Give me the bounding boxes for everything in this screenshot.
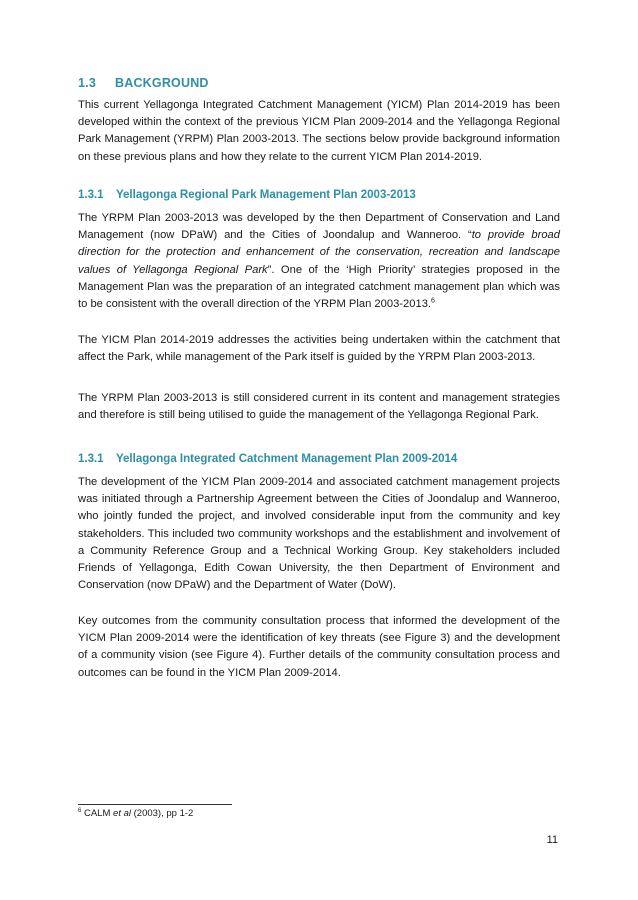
yicm-paragraph-2: Key outcomes from the community consultation process that informed the development of the YICM Plan 2009-2014 were the identification of key threats (see Figure 3) and the development of a community vision (see Figure 4). Further details of the community consultation process and outcomes can be found in the YICM Plan 2009-2014. [78, 615, 560, 679]
footnote-reference[interactable]: 6 [431, 297, 435, 305]
yrpm-p1-text-end: ”. One of the ‘High Priority’ strategies proposed in the Management Plan was the preparation of an integrated catchment management plan which was to be consistent with the overall direction of the YRPM Plan 2003-2013. [78, 263, 561, 311]
footnote-italic: et al [113, 808, 131, 820]
yrpm-paragraph-3: The YRPM Plan 2003-2013 is still considered current in its content and management strategies and therefore is still being utilised to guide the management of the Yellagonga Regional Park. [78, 392, 560, 422]
section-number: 1.3 [78, 76, 96, 90]
footnote-text: CALM [81, 808, 114, 820]
subsection-title: Yellagonga Regional Park Management Plan 2003-2013 [116, 189, 416, 201]
yicm-paragraph-1: The development of the YICM Plan 2009-2014 and associated catchment management projects was initiated through a Partnership Agreement between the Cities of Joondalup and Wanneroo, who jointly funded the project, and involved considerable input from the community and key stakeholders. This included two community workshops and the establishment and involvement of a Community Reference Group and a Technical Working Group. Key stakeholders included Friends of Yellagonga, Edith Cowan University, the then Department of Environment and Conservation (now DPaW) and the Department of Water (DoW). [78, 476, 560, 592]
section-title: BACKGROUND [115, 76, 209, 90]
subsection-number: 1.3.1 [78, 453, 104, 465]
document-page [78, 0, 560, 900]
footnote-text-end: (2003), pp 1-2 [131, 808, 194, 820]
yrpm-paragraph-1 [78, 210, 560, 313]
yrpm-paragraph-2: The YICM Plan 2014-2019 addresses the activities being undertaken within the catchment that affect the Park, while management of the Park itself is guided by the YRPM Plan 2003-2013. [78, 334, 560, 364]
page-number: 11 [546, 834, 558, 846]
subsection-title: Yellagonga Integrated Catchment Management Plan 2009-2014 [116, 453, 458, 465]
subsection-number: 1.3.1 [78, 189, 104, 201]
background-intro-paragraph: This current Yellagonga Integrated Catchment Management (YICM) Plan 2014-2019 has been developed within the context of the previous YICM Plan 2009-2014 and the Yellagonga Regional Park Management (YRPM) Plan 2003-2013. The sections below provide background information on these previous plans and how they relate to the current YICM Plan 2014-2019. [78, 99, 560, 163]
footnote-divider [78, 804, 232, 805]
yrpm-p1-quote: to provide broad direction for the protection and enhancement of the conservation, recreation and landscape values of Yellagonga Regional Park [78, 229, 560, 276]
footnote [78, 808, 193, 819]
footnote-number: 6 [78, 808, 82, 814]
yrpm-p1-text: The YRPM Plan 2003-2013 was developed by the then Department of Conservation and Land Management (now DPaW) and the Cities of Joondalup and Wanneroo. “ [78, 212, 560, 242]
section-heading [78, 76, 209, 90]
subsection-heading-yicm [78, 453, 457, 465]
subsection-heading-yrpm [78, 189, 416, 201]
